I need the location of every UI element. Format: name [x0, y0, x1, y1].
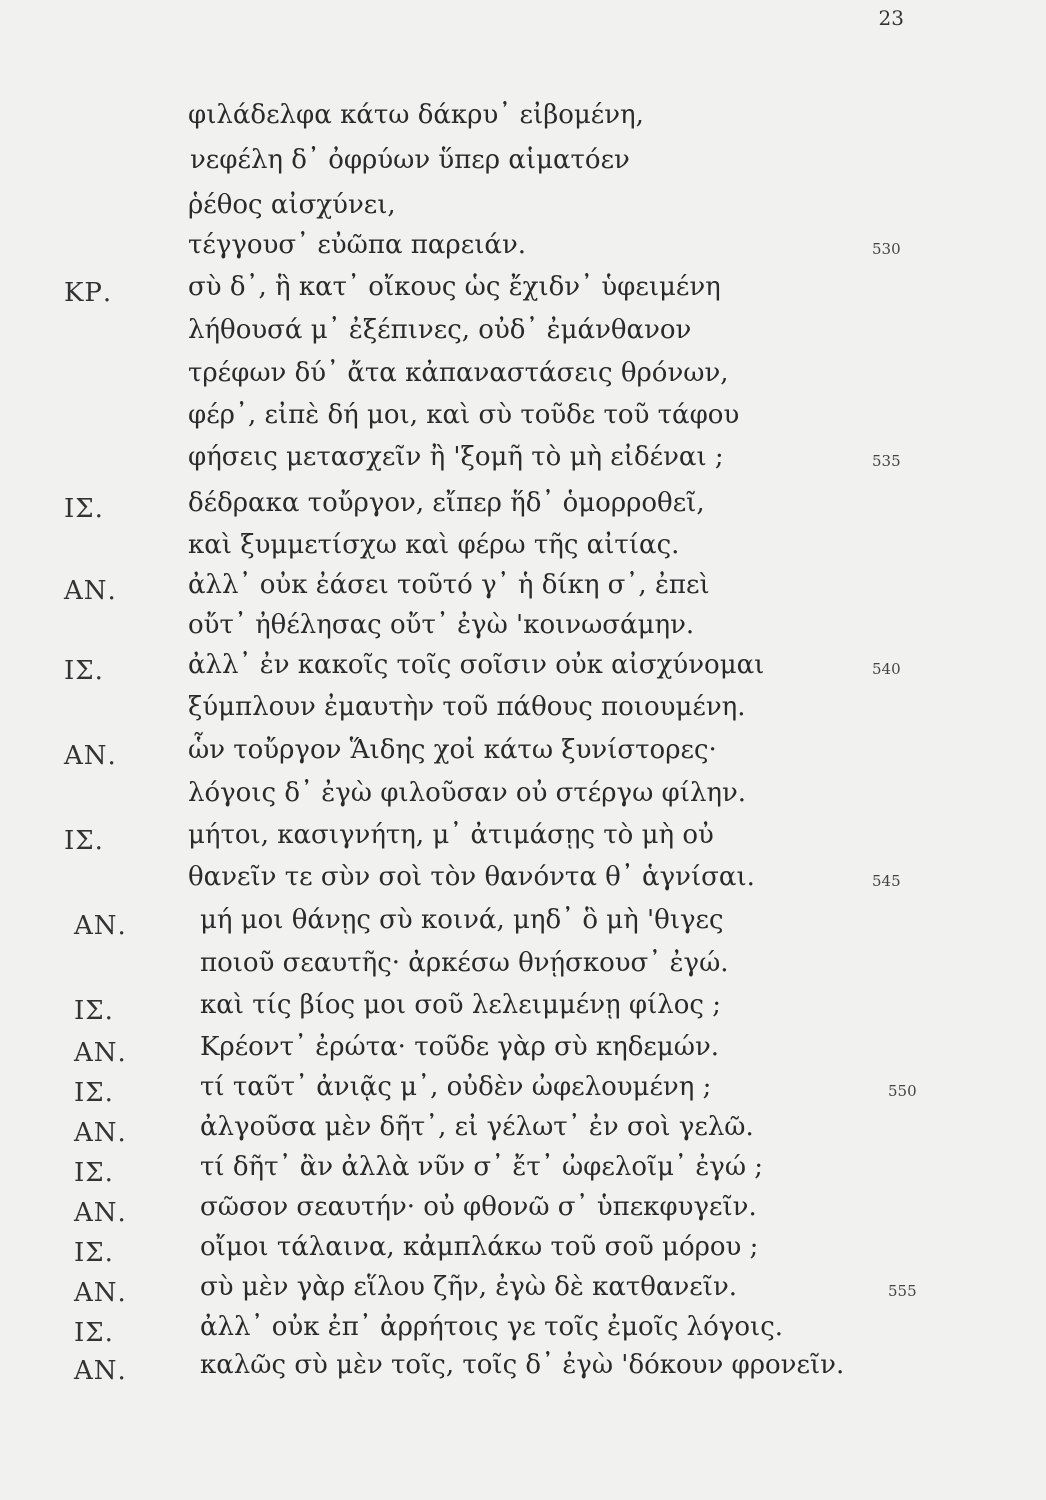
verse-line — [0, 530, 1046, 568]
verse-line — [0, 442, 1046, 480]
verse-text: τρέφων δύ᾽ ἄτα κἀπαναστάσεις θρόνων, — [188, 358, 729, 388]
line-number: 545 — [872, 872, 901, 890]
verse-line — [0, 100, 1046, 138]
verse-text: σὺ μὲν γὰρ εἵλου ζῆν, ἐγὼ δὲ κατθανεῖν. — [200, 1272, 738, 1302]
verse-text: φήσεις μετασχεῖν ἢ 'ξομῆ τὸ μὴ εἰδέναι ; — [188, 442, 724, 472]
verse-line — [0, 1072, 1046, 1110]
verse-text: ἀλλ᾽ οὐκ ἐπ᾽ ἀρρήτοις γε τοῖς ἐμοῖς λόγοις. — [200, 1312, 784, 1342]
verse-line — [0, 990, 1046, 1028]
verse-text: μή μοι θάνῃς σὺ κοινά, μηδ᾽ ὃ μὴ 'θιγες — [200, 905, 724, 935]
verse-line — [0, 1312, 1046, 1350]
speaker-label: ΙΣ. — [74, 1078, 114, 1108]
verse-line — [0, 1350, 1046, 1388]
speaker-label: ΑΝ. — [74, 1278, 127, 1308]
verse-text: ἀλγοῦσα μὲν δῆτ᾽, εἰ γέλωτ᾽ ἐν σοὶ γελῶ. — [200, 1112, 754, 1142]
verse-line — [0, 1152, 1046, 1190]
verse-line — [0, 400, 1046, 438]
verse-line — [0, 315, 1046, 353]
verse-line — [0, 778, 1046, 816]
verse-text: ξύμπλουν ἐμαυτὴν τοῦ πάθους ποιουμένη. — [188, 692, 746, 722]
speaker-label: ΑΝ. — [74, 1356, 127, 1386]
verse-text: οὔτ᾽ ἠθέλησας οὔτ᾽ ἐγὼ 'κοινωσάμην. — [188, 610, 695, 640]
verse-text: λόγοις δ᾽ ἐγὼ φιλοῦσαν οὐ στέργω φίλην. — [188, 778, 747, 808]
verse-line — [0, 230, 1046, 268]
verse-line — [0, 735, 1046, 773]
verse-text: οἴμοι τάλαινα, κἀμπλάκω τοῦ σοῦ μόρου ; — [200, 1232, 759, 1262]
verse-line — [0, 692, 1046, 730]
speaker-label: ΑΝ. — [74, 911, 127, 941]
verse-line — [0, 650, 1046, 688]
speaker-label: ΚΡ. — [64, 278, 113, 308]
verse-line — [0, 488, 1046, 526]
speaker-label: ΑΝ. — [64, 741, 117, 771]
verse-line — [0, 570, 1046, 608]
speaker-label: ΙΣ. — [64, 656, 104, 686]
speaker-label: ΑΝ. — [74, 1198, 127, 1228]
verse-text: σῶσον σεαυτήν· οὐ φθονῶ σ᾽ ὑπεκφυγεῖν. — [200, 1192, 757, 1222]
speaker-label: ΙΣ. — [74, 996, 114, 1026]
speaker-label: ΙΣ. — [64, 494, 104, 524]
verse-text: καὶ τίς βίος μοι σοῦ λελειμμένῃ φίλος ; — [200, 990, 721, 1020]
verse-line — [0, 190, 1046, 228]
verse-text: ὧν τοὔργον Ἅιδης χοἰ κάτω ξυνίστορες· — [188, 735, 717, 765]
verse-line — [0, 358, 1046, 396]
verse-text: Κρέοντ᾽ ἐρώτα· τοῦδε γὰρ σὺ κηδεμών. — [200, 1032, 720, 1062]
verse-text: νεφέλη δ᾽ ὀφρύων ὕπερ αἱματόεν — [190, 145, 630, 175]
line-number: 530 — [872, 240, 901, 258]
verse-text: τί ταῦτ᾽ ἀνιᾷς μ᾽, οὐδὲν ὠφελουμένη ; — [200, 1072, 712, 1102]
verse-line — [0, 1032, 1046, 1070]
line-number: 555 — [888, 1282, 917, 1300]
speaker-label: ΙΣ. — [64, 826, 104, 856]
speaker-label: ΑΝ. — [74, 1038, 127, 1068]
speaker-label: ΑΝ. — [74, 1118, 127, 1148]
verse-text: λήθουσά μ᾽ ἐξέπινες, οὐδ᾽ ἐμάνθανον — [188, 315, 692, 345]
verse-line — [0, 1112, 1046, 1150]
verse-line — [0, 1272, 1046, 1310]
verse-text: ῥέθος αἰσχύνει, — [188, 190, 396, 220]
verse-text: φέρ᾽, εἰπὲ δή μοι, καὶ σὺ τοῦδε τοῦ τάφου — [188, 400, 740, 430]
verse-line — [0, 820, 1046, 858]
verse-text: φιλάδελφα κάτω δάκρυ᾽ εἰβομένη, — [188, 100, 644, 130]
speaker-label: ΙΣ. — [74, 1158, 114, 1188]
verse-text: θανεῖν τε σὺν σοὶ τὸν θανόντα θ᾽ ἁγνίσαι. — [188, 862, 755, 892]
speaker-label: ΙΣ. — [74, 1318, 114, 1348]
verse-text: τί δῆτ᾽ ἂν ἀλλὰ νῦν σ᾽ ἔτ᾽ ὠφελοῖμ᾽ ἐγώ ; — [200, 1152, 764, 1182]
verse-line — [0, 1232, 1046, 1270]
verse-line — [0, 272, 1046, 310]
verse-line — [0, 610, 1046, 648]
verse-text: καὶ ξυμμετίσχω καὶ φέρω τῆς αἰτίας. — [188, 530, 680, 560]
line-number: 550 — [888, 1082, 917, 1100]
speaker-label: ΙΣ. — [74, 1238, 114, 1268]
verse-line — [0, 1192, 1046, 1230]
speaker-label: ΑΝ. — [64, 576, 117, 606]
verse-text: τέγγουσ᾽ εὐῶπα παρειάν. — [188, 230, 527, 260]
verse-text: σὺ δ᾽, ἣ κατ᾽ οἴκους ὡς ἔχιδν᾽ ὑφειμένη — [188, 272, 721, 302]
page-number: 23 — [878, 6, 904, 30]
verse-line — [0, 862, 1046, 900]
line-number: 535 — [872, 452, 901, 470]
line-number: 540 — [872, 660, 901, 678]
verse-text: δέδρακα τοὔργον, εἴπερ ἥδ᾽ ὁμορροθεῖ, — [188, 488, 705, 518]
verse-text: ἀλλ᾽ οὐκ ἐάσει τοῦτό γ᾽ ἡ δίκη σ᾽, ἐπεὶ — [188, 570, 710, 600]
verse-line — [0, 905, 1046, 943]
verse-line — [0, 145, 1046, 183]
verse-text: μήτοι, κασιγνήτη, μ᾽ ἀτιμάσῃς τὸ μὴ οὐ — [188, 820, 714, 850]
verse-text: ἀλλ᾽ ἐν κακοῖς τοῖς σοῖσιν οὐκ αἰσχύνομαι — [188, 650, 765, 680]
verse-line — [0, 948, 1046, 986]
verse-text: ποιοῦ σεαυτῆς· ἀρκέσω θνῄσκουσ᾽ ἐγώ. — [200, 948, 729, 978]
verse-text: καλῶς σὺ μὲν τοῖς, τοῖς δ᾽ ἐγὼ 'δόκουν φρονεῖν. — [200, 1350, 845, 1380]
